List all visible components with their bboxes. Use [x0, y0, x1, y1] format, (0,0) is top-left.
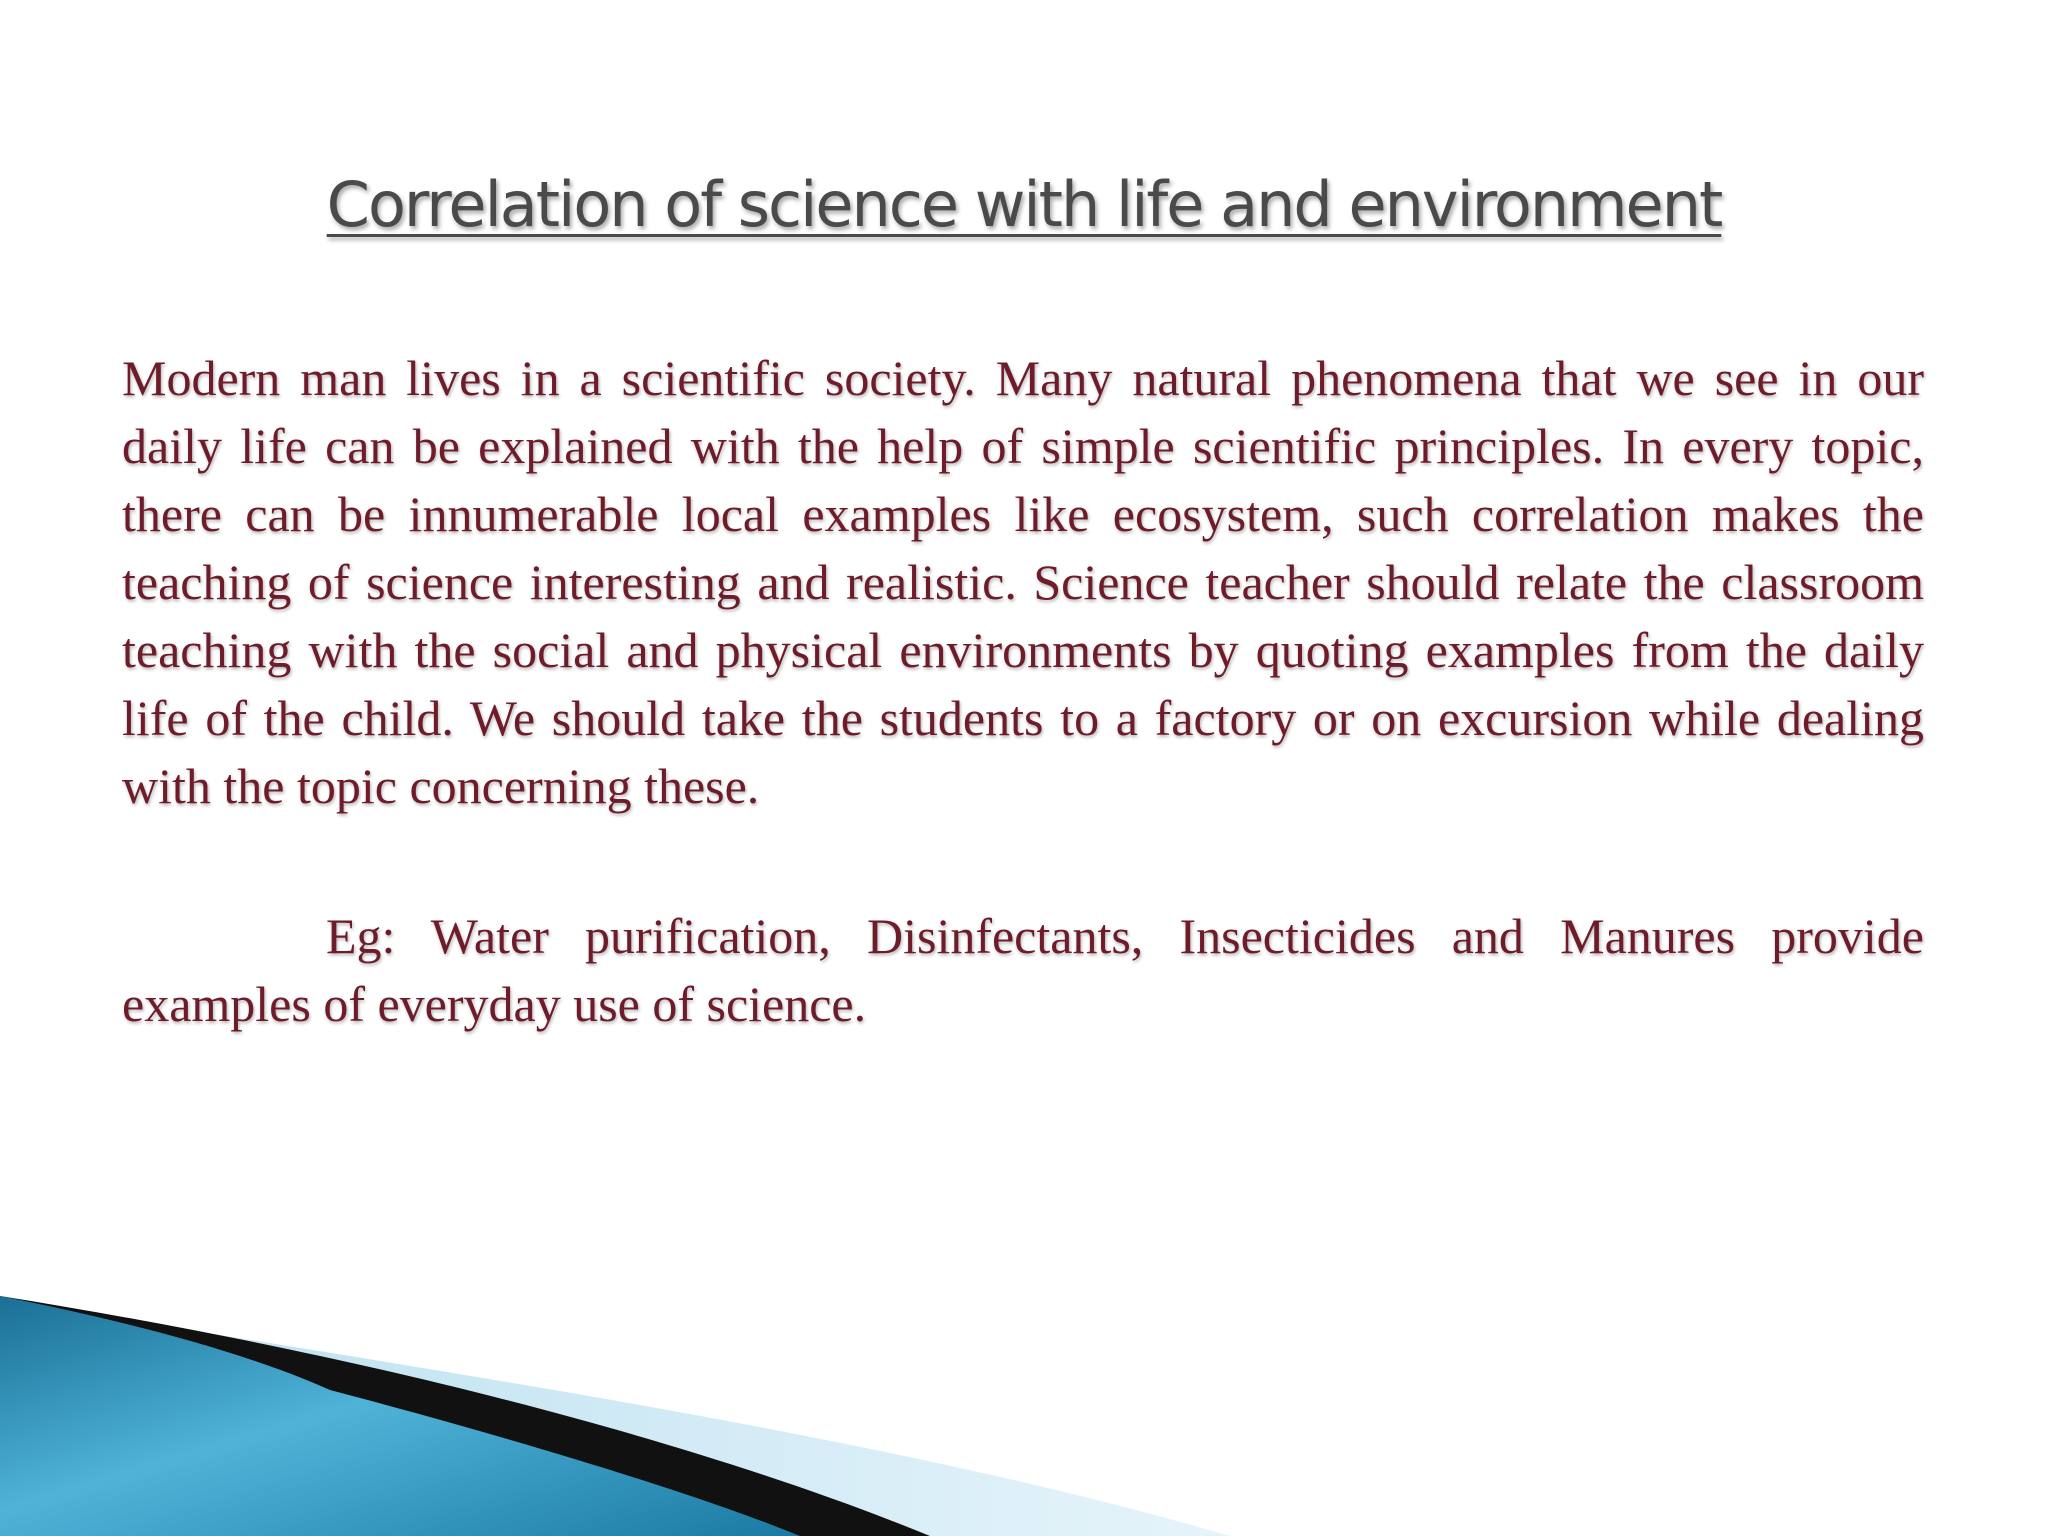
blue-swoosh	[0, 1296, 800, 1536]
pale-swoosh	[0, 1300, 1230, 1536]
example-paragraph: Eg: Water purification, Disinfectants, Insecticides and Manures provide examples of everyday use of science.	[122, 908, 1924, 1032]
black-swoosh	[0, 1296, 930, 1536]
slide-title: Correlation of science with life and environment	[326, 168, 1722, 241]
body-paragraph: Modern man lives in a scientific society. Many natural phenomena that we see in our daily life can be explained with the help of simple scientific principles. In every topic, there can be innumerable local examples like ecosystem, such correlation makes the teaching of science interesting and realistic. Science teacher should relate the classroom teaching with the social and physical environments by quoting examples from the daily life of the child. We should take the students to a factory or on excursion while dealing with the topic concerning these.	[122, 350, 1924, 814]
